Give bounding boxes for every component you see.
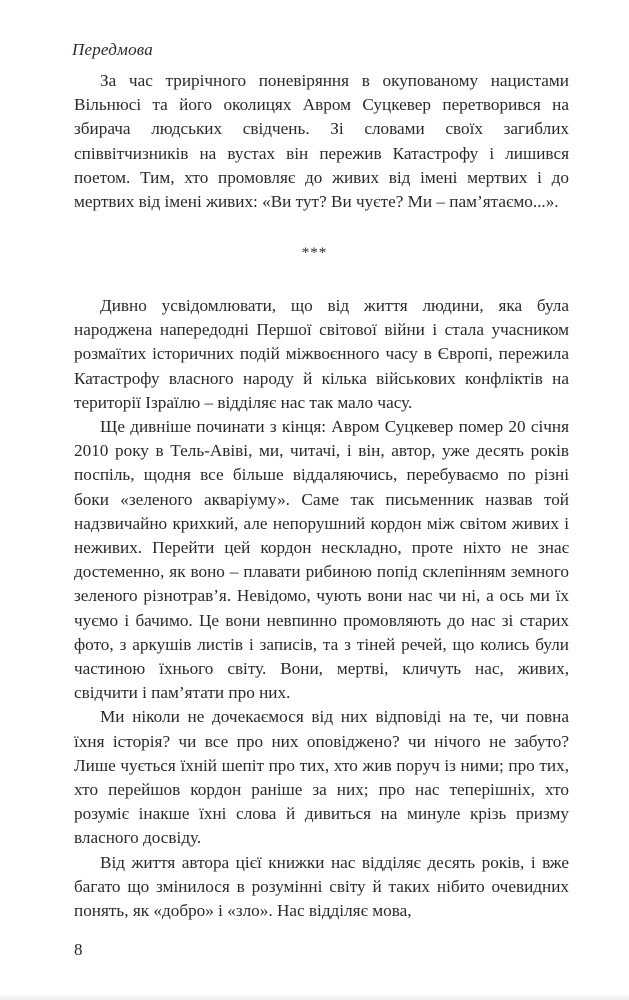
running-header: Передмова bbox=[72, 40, 153, 59]
text-block-intro bbox=[74, 69, 569, 214]
paragraph: Дивно усвідомлювати, що від життя людини, яка була народжена напередодні Першої світової війни і стала учасником розмаїтих історичних подій міжвоєнного часу в Європі, пережила Катастрофу власного народу й кілька військових конфліктів на території Ізраїлю – відділяє нас так мало часу. bbox=[74, 296, 569, 412]
paragraph: Ми ніколи не дочекаємося від них відповіді на те, чи повна їхня історія? чи все про них оповіджено? чи нічого не забуто? Лише чується їхній шепіт про тих, хто жив поруч із ними; про тих, хто перейшов кордон раніше за них; про нас теперішніх, хто розуміє інакше їхні слова й дивиться на минуле крізь призму власного досвіду. bbox=[74, 707, 569, 848]
paragraph: Ще дивніше починати з кінця: Авром Суцкевер помер 20 січня 2010 року в Тель-Авіві, ми, читачі, і він, автор, уже десять років поспіль, щодня все більше віддаляючись, перебуваємо по різні боки «зеленого акваріуму». Саме так письменник назвав той надзвичайно крихкий, але непорушний кордон між світом живих і неживих. Перейти цей кордон нескладно, проте ніхто не знає достеменно, як воно – плавати рибиною попід склепінням земного зеленого різнотрав’я. Невідомо, чують вони нас чи ні, а ось ми їх чуємо і бачимо. Це вони невпинно промовляють до нас зі старих фото, з аркушів листів і записів, та з тіней речей, що колись були частиною їхнього світу. Вони, мертві, кличуть нас, живих, свідчити і пам’ятати про них. bbox=[74, 417, 569, 703]
text-block-main bbox=[74, 294, 569, 923]
section-separator: *** bbox=[301, 245, 328, 261]
paragraph: За час трирічного поневіряння в окупованому нацистами Вільнюсі та його околицях Авром Суцкевер перетворився на збирача людських свідчень. Зі словами своїх загиблих співвітчизників на вустах він пережив Катастрофу і лишився поетом. Тим, хто промовляє до живих від імені мертвих і до мертвих від імені живих: «Ви тут? Ви чуєте? Ми – пам’ятаємо...». bbox=[74, 71, 569, 212]
page-edge-shadow bbox=[0, 994, 629, 1000]
page-number: 8 bbox=[74, 940, 83, 959]
paragraph: Від життя автора цієї книжки нас відділяє десять років, і вже багато що змінилося в розумінні світу й таких нібито очевидних понять, як «добро» і «зло». Нас відділяє мова, bbox=[74, 852, 569, 921]
